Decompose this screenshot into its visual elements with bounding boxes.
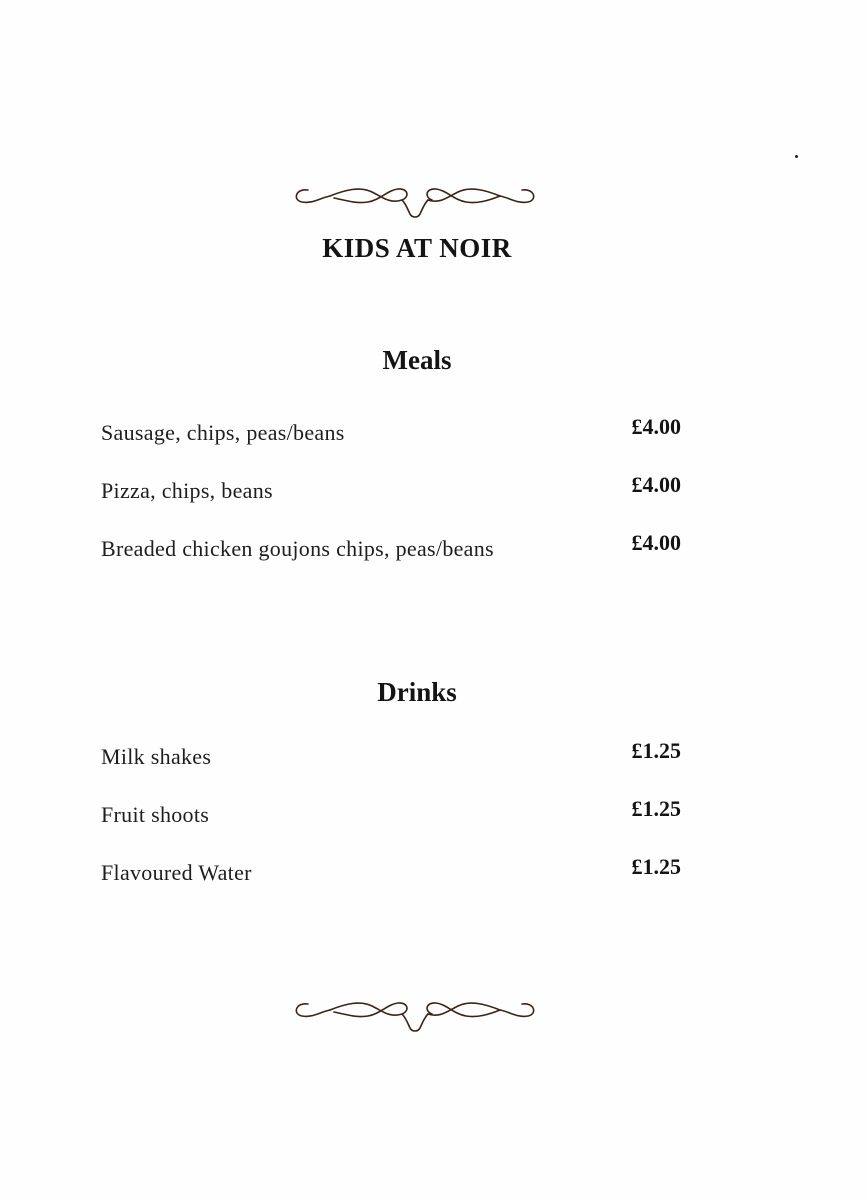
item-price: £1.25 <box>631 738 681 763</box>
bottom-flourish-icon <box>290 994 540 1038</box>
item-name: Flavoured Water <box>101 860 252 885</box>
meals-heading: Meals <box>382 345 452 375</box>
menu-title: KIDS AT NOIR <box>322 233 512 263</box>
menu-item <box>101 530 681 562</box>
drinks-heading: Drinks <box>377 677 457 707</box>
item-name: Breaded chicken goujons chips, peas/beans <box>101 536 494 561</box>
item-price: £4.00 <box>631 530 681 555</box>
item-price: £4.00 <box>631 414 681 439</box>
item-name: Sausage, chips, peas/beans <box>101 420 345 445</box>
item-price: £1.25 <box>631 796 681 821</box>
item-price: £4.00 <box>631 472 681 497</box>
item-name: Fruit shoots <box>101 802 210 827</box>
item-name: Milk shakes <box>101 744 212 769</box>
menu-item <box>101 414 681 446</box>
item-name: Pizza, chips, beans <box>101 478 273 503</box>
top-flourish-icon <box>290 180 540 224</box>
menu-item <box>101 854 681 886</box>
menu-item <box>101 738 681 770</box>
item-price: £1.25 <box>631 854 681 879</box>
menu-item <box>101 796 681 828</box>
menu-item <box>101 472 681 504</box>
stray-dot <box>795 155 798 158</box>
